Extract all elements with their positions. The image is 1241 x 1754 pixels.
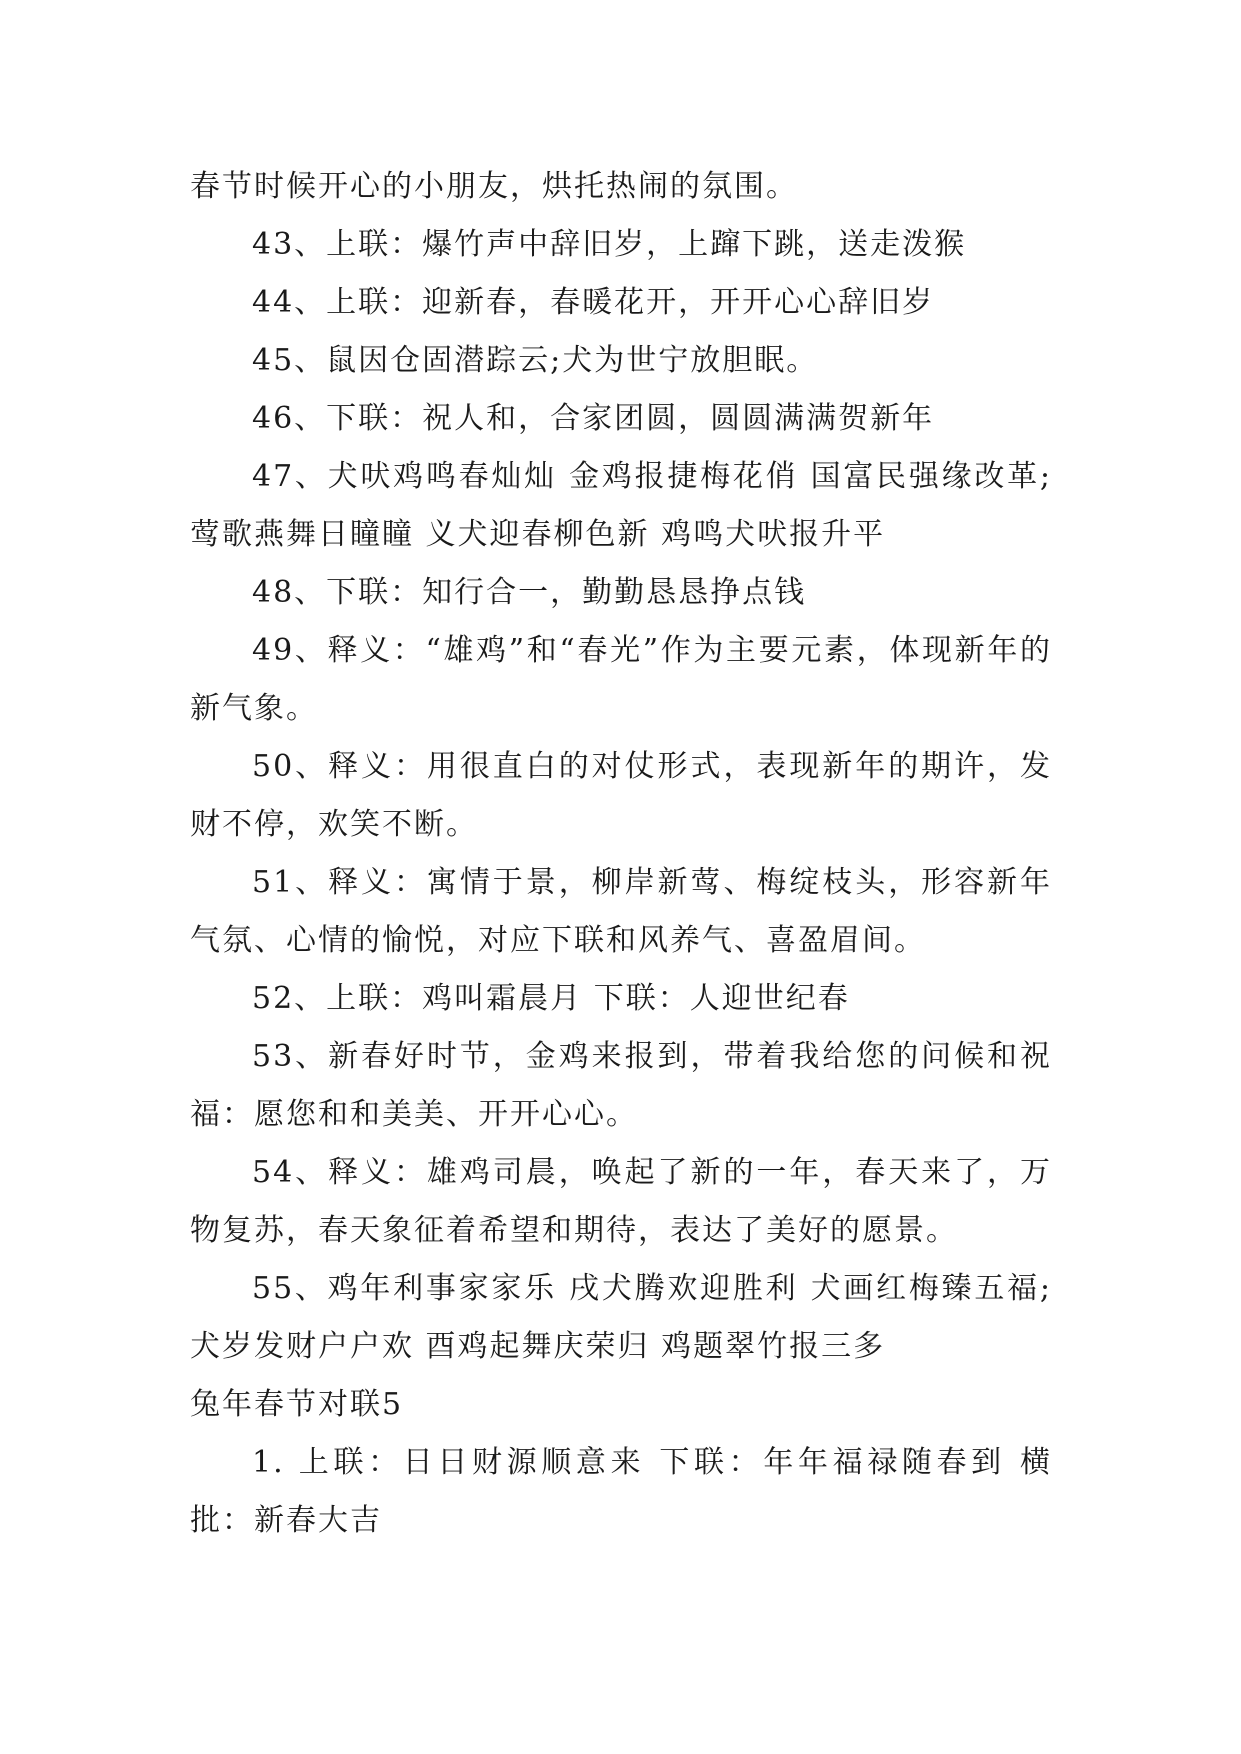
paragraph-item-48: 48、下联：知行合一，勤勤恳恳挣点钱 [252, 575, 807, 610]
document-page [190, 158, 1052, 1550]
paragraph-item-47: 47、犬吠鸡鸣春灿灿 金鸡报捷梅花俏 国富民强缘改革;莺歌燕舞日瞳瞳 义犬迎春柳色新 鸡鸣犬吠报升平 [190, 459, 1052, 552]
paragraph-item-43: 43、上联：爆竹声中辞旧岁，上蹿下跳，送走泼猴 [252, 227, 967, 262]
paragraph-intro: 春节时候开心的小朋友，烘托热闹的氛围。 [190, 169, 798, 204]
paragraph-item-1: 1. 上联：日日财源顺意来 下联：年年福禄随春到 横批：新春大吉 [190, 1445, 1052, 1538]
paragraph-item-53: 53、新春好时节，金鸡来报到，带着我给您的问候和祝福：愿您和和美美、开开心心。 [190, 1039, 1052, 1132]
paragraph-item-49: 49、释义：“雄鸡”和“春光”作为主要元素，体现新年的新气象。 [190, 633, 1052, 726]
paragraph-item-51: 51、释义：寓情于景，柳岸新莺、梅绽枝头，形容新年气氛、心情的愉悦，对应下联和风养气、喜盈眉间。 [190, 865, 1052, 958]
paragraph-item-50: 50、释义：用很直白的对仗形式，表现新年的期许，发财不停，欢笑不断。 [190, 749, 1052, 842]
section-heading: 兔年春节对联5 [190, 1387, 404, 1422]
paragraph-item-52: 52、上联：鸡叫霜晨月 下联：人迎世纪春 [252, 981, 850, 1016]
paragraph-item-54: 54、释义：雄鸡司晨，唤起了新的一年，春天来了，万物复苏，春天象征着希望和期待，表达了美好的愿景。 [190, 1155, 1052, 1248]
paragraph-item-46: 46、下联：祝人和，合家团圆，圆圆满满贺新年 [252, 401, 935, 436]
paragraph-item-44: 44、上联：迎新春，春暖花开，开开心心辞旧岁 [252, 285, 935, 320]
paragraph-item-55: 55、鸡年利事家家乐 戌犬腾欢迎胜利 犬画红梅臻五福;犬岁发财户户欢 酉鸡起舞庆荣归 鸡题翠竹报三多 [190, 1271, 1052, 1364]
paragraph-item-45: 45、鼠因仓固潜踪云;犬为世宁放胆眠。 [252, 343, 819, 378]
